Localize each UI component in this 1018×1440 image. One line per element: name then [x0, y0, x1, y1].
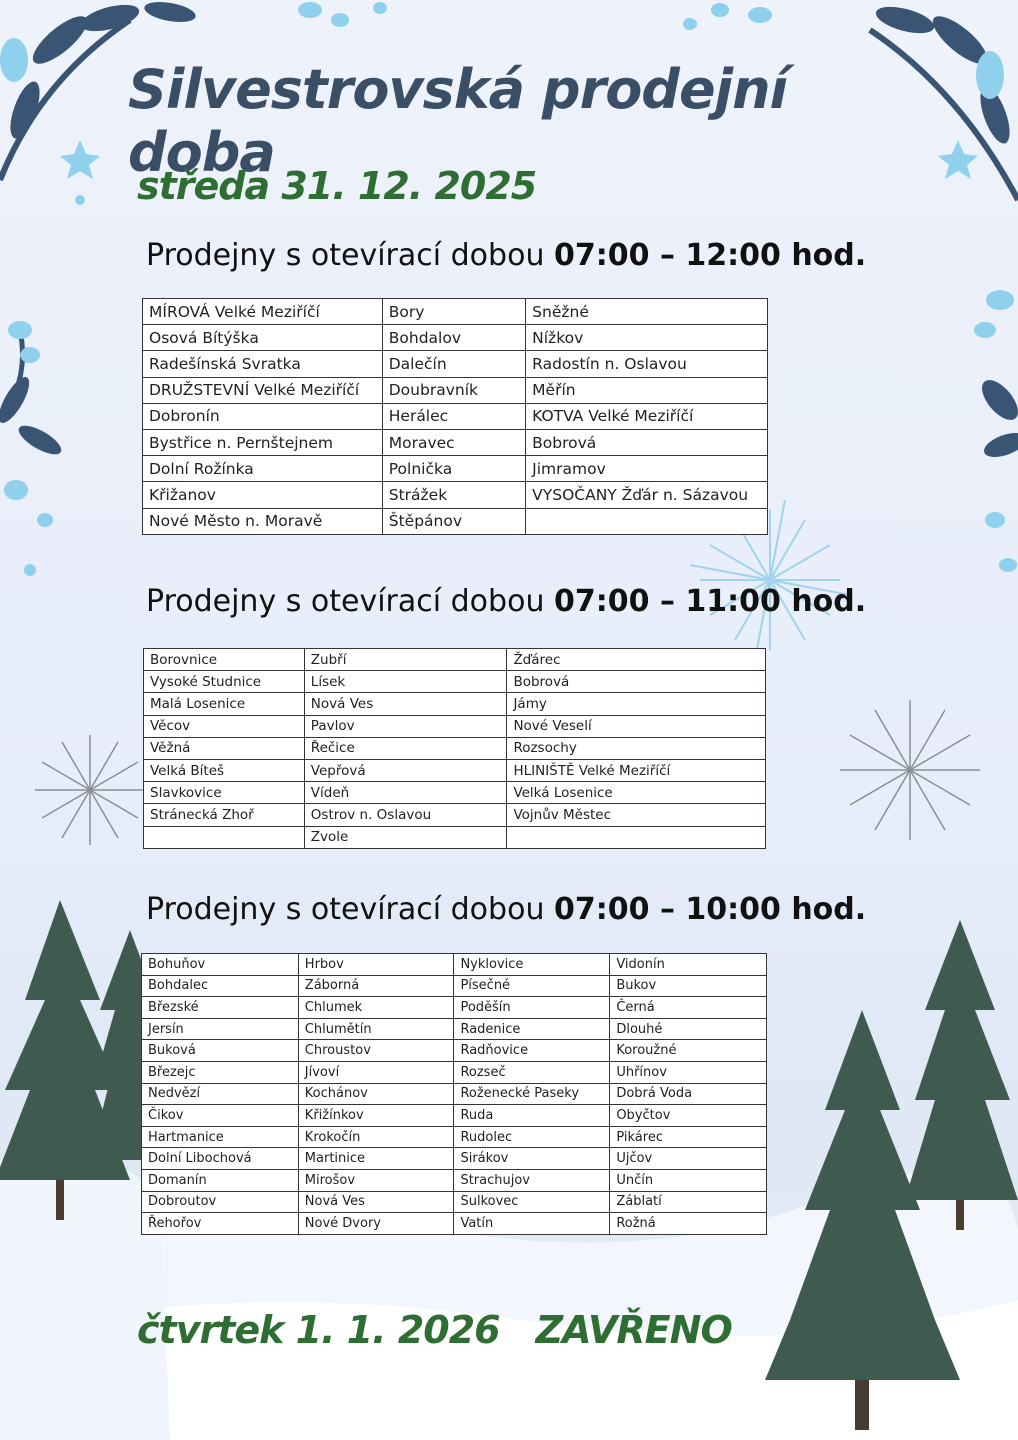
section-heading-10	[146, 892, 866, 927]
store-cell: Sirákov	[454, 1148, 610, 1170]
store-cell: Vysoké Studnice	[144, 671, 305, 693]
store-cell: Věžná	[144, 737, 305, 759]
table-row	[143, 325, 768, 351]
store-cell: Rozseč	[454, 1061, 610, 1083]
table-row	[143, 403, 768, 429]
store-cell: Strážek	[382, 482, 525, 508]
store-cell: Kochánov	[298, 1083, 454, 1105]
store-cell: Dolní Libochová	[142, 1148, 299, 1170]
store-cell: Herálec	[382, 403, 525, 429]
store-cell: Nedvězí	[142, 1083, 299, 1105]
section-label: Prodejny s otevírací dobou	[146, 584, 545, 619]
store-cell: Dlouhé	[610, 1018, 767, 1040]
closed-date: čtvrtek 1. 1. 2026	[137, 1308, 500, 1352]
store-cell: Radenice	[454, 1018, 610, 1040]
store-cell: Obyčtov	[610, 1105, 767, 1127]
store-cell: Bobrová	[507, 671, 766, 693]
section-label: Prodejny s otevírací dobou	[146, 892, 545, 927]
store-cell: Jimramov	[526, 456, 768, 482]
store-cell: Unčín	[610, 1169, 767, 1191]
store-cell: Vídeň	[304, 782, 507, 804]
store-cell: Ruda	[454, 1105, 610, 1127]
date-heading: středa 31. 12. 2025	[137, 164, 537, 208]
page-title: Silvestrovská prodejní doba	[128, 58, 788, 184]
store-cell: Bukov	[610, 975, 767, 997]
store-cell: Ostrov n. Oslavou	[304, 804, 507, 826]
store-cell: Rožná	[610, 1213, 767, 1235]
store-cell: Chlumek	[298, 997, 454, 1019]
store-cell: Lísek	[304, 671, 507, 693]
store-cell: Chroustov	[298, 1040, 454, 1062]
store-cell: Nová Ves	[298, 1191, 454, 1213]
store-cell: Řehořov	[142, 1213, 299, 1235]
section-heading-11	[146, 584, 866, 619]
store-cell: Měřín	[526, 377, 768, 403]
closed-notice	[137, 1308, 732, 1352]
table-row	[144, 737, 766, 759]
store-cell: Dobroutov	[142, 1191, 299, 1213]
store-cell: Bystřice n. Pernštejnem	[143, 429, 383, 455]
store-cell: Radostín n. Oslavou	[526, 351, 768, 377]
store-cell: Křižanov	[143, 482, 383, 508]
store-cell: Hrbov	[298, 954, 454, 976]
store-cell: Poděšín	[454, 997, 610, 1019]
store-cell: VYSOČANY Žďár n. Sázavou	[526, 482, 768, 508]
store-cell: Dobronín	[143, 403, 383, 429]
table-row	[143, 482, 768, 508]
store-cell: Koroužné	[610, 1040, 767, 1062]
store-cell: Domanín	[142, 1169, 299, 1191]
store-cell: Žďárec	[507, 649, 766, 671]
store-cell: Dobrá Voda	[610, 1083, 767, 1105]
store-cell: Chlumětín	[298, 1018, 454, 1040]
store-cell: Borovnice	[144, 649, 305, 671]
store-cell: Nové Veselí	[507, 715, 766, 737]
table-row	[142, 1083, 767, 1105]
table-row	[143, 299, 768, 325]
store-cell: Mirošov	[298, 1169, 454, 1191]
stores-table-10	[141, 953, 767, 1235]
store-cell: DRUŽSTEVNÍ Velké Meziříčí	[143, 377, 383, 403]
store-cell: Dolní Rožínka	[143, 456, 383, 482]
store-cell: Písečné	[454, 975, 610, 997]
store-cell: Černá	[610, 997, 767, 1019]
store-cell	[144, 826, 305, 848]
store-cell: Buková	[142, 1040, 299, 1062]
store-cell: Bohdalov	[382, 325, 525, 351]
store-cell: Velká Bíteš	[144, 759, 305, 781]
table-row	[143, 508, 768, 534]
table-row	[143, 429, 768, 455]
table-row	[143, 351, 768, 377]
store-cell: Vidonín	[610, 954, 767, 976]
store-cell: Sněžné	[526, 299, 768, 325]
table-row	[144, 715, 766, 737]
store-cell: Polnička	[382, 456, 525, 482]
store-cell: Strachujov	[454, 1169, 610, 1191]
store-cell: Březské	[142, 997, 299, 1019]
table-row	[144, 671, 766, 693]
store-cell: Nová Ves	[304, 693, 507, 715]
store-cell: Krokočín	[298, 1126, 454, 1148]
store-cell	[507, 826, 766, 848]
store-cell: Osová Bítýška	[143, 325, 383, 351]
table-row	[142, 1061, 767, 1083]
table-row	[144, 759, 766, 781]
store-cell: Roženecké Paseky	[454, 1083, 610, 1105]
section-hours: 07:00 – 12:00 hod.	[554, 238, 867, 273]
table-row	[142, 1040, 767, 1062]
table-row	[142, 1148, 767, 1170]
section-hours: 07:00 – 11:00 hod.	[554, 584, 867, 619]
table-row	[144, 826, 766, 848]
store-cell: Hartmanice	[142, 1126, 299, 1148]
store-cell: Ujčov	[610, 1148, 767, 1170]
store-cell: Bohdalec	[142, 975, 299, 997]
store-cell: Pavlov	[304, 715, 507, 737]
store-cell: Zubří	[304, 649, 507, 671]
table-row	[142, 975, 767, 997]
store-cell: Řečice	[304, 737, 507, 759]
store-cell: Záborná	[298, 975, 454, 997]
table-row	[144, 649, 766, 671]
store-cell: Jívoví	[298, 1061, 454, 1083]
store-cell: Březejc	[142, 1061, 299, 1083]
store-cell: KOTVA Velké Meziříčí	[526, 403, 768, 429]
closed-status: ZAVŘENO	[535, 1308, 732, 1352]
store-cell: Uhřínov	[610, 1061, 767, 1083]
store-cell: Rudolec	[454, 1126, 610, 1148]
store-cell: Vepřová	[304, 759, 507, 781]
table-row	[142, 1126, 767, 1148]
table-row	[142, 1105, 767, 1127]
table-row	[142, 1213, 767, 1235]
store-cell: Čikov	[142, 1105, 299, 1127]
table-row	[143, 456, 768, 482]
store-cell: Velká Losenice	[507, 782, 766, 804]
table-row	[144, 693, 766, 715]
table-row	[144, 804, 766, 826]
store-cell: Nížkov	[526, 325, 768, 351]
store-cell: Stránecká Zhoř	[144, 804, 305, 826]
store-cell: Záblatí	[610, 1191, 767, 1213]
store-cell	[526, 508, 768, 534]
store-cell: Moravec	[382, 429, 525, 455]
store-cell: Štěpánov	[382, 508, 525, 534]
section-label: Prodejny s otevírací dobou	[146, 238, 545, 273]
table-row	[143, 377, 768, 403]
store-cell: Sulkovec	[454, 1191, 610, 1213]
table-row	[142, 1018, 767, 1040]
store-cell: Pikárec	[610, 1126, 767, 1148]
store-cell: Dalečín	[382, 351, 525, 377]
store-cell: MÍROVÁ Velké Meziříčí	[143, 299, 383, 325]
store-cell: Martinice	[298, 1148, 454, 1170]
table-row	[144, 782, 766, 804]
store-cell: Nyklovice	[454, 954, 610, 976]
store-cell: Nové Město n. Moravě	[143, 508, 383, 534]
store-cell: Zvole	[304, 826, 507, 848]
store-cell: Křižínkov	[298, 1105, 454, 1127]
stores-table-12	[142, 298, 768, 535]
store-cell: HLINIŠTĚ Velké Meziříčí	[507, 759, 766, 781]
section-heading-12	[146, 238, 866, 273]
stores-table-11	[143, 648, 766, 849]
store-cell: Věcov	[144, 715, 305, 737]
table-row	[142, 1169, 767, 1191]
store-cell: Jersín	[142, 1018, 299, 1040]
store-cell: Jámy	[507, 693, 766, 715]
store-cell: Nové Dvory	[298, 1213, 454, 1235]
store-cell: Bohuňov	[142, 954, 299, 976]
table-row	[142, 1191, 767, 1213]
store-cell: Vatín	[454, 1213, 610, 1235]
section-hours: 07:00 – 10:00 hod.	[554, 892, 867, 927]
store-cell: Malá Losenice	[144, 693, 305, 715]
store-cell: Radešínská Svratka	[143, 351, 383, 377]
table-row	[142, 997, 767, 1019]
store-cell: Bobrová	[526, 429, 768, 455]
store-cell: Rozsochy	[507, 737, 766, 759]
store-cell: Bory	[382, 299, 525, 325]
store-cell: Radňovice	[454, 1040, 610, 1062]
store-cell: Vojnův Městec	[507, 804, 766, 826]
store-cell: Slavkovice	[144, 782, 305, 804]
table-row	[142, 954, 767, 976]
store-cell: Doubravník	[382, 377, 525, 403]
